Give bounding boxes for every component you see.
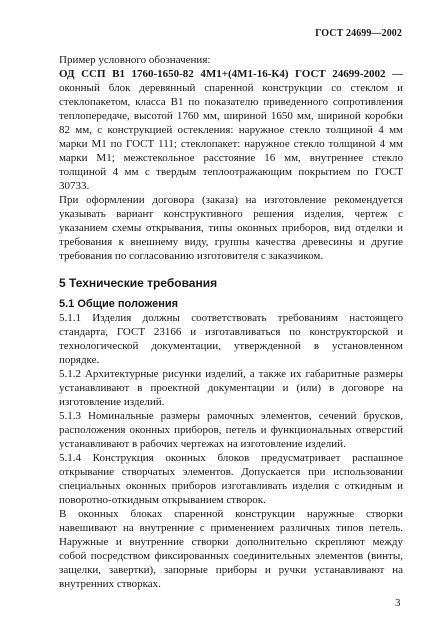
clause-5-1-2: 5.1.2 Архитектурные рисунки изделий, а также их габаритные размеры устанавливают в проектной документации и (или) в договоре на изготовление изделий. (59, 368, 403, 408)
page-content (59, 53, 403, 591)
example-block (59, 67, 403, 193)
clause-5-1-4-continued: В оконных блоках спаренной конструкции наружные створки навешивают на внутренние с применением различных типов петель. Наружные и внутренние створки дополнительно скрепляют между собой посредством фиксированных соединительных элементов (винты, защелки, завертки), запорные приборы и ручки устанавливают на внутренних створках. (59, 508, 403, 590)
section-title: 5 Технические требования (59, 276, 218, 290)
subsection-title: 5.1 Общие положения (59, 298, 179, 310)
clause-5-1-4: 5.1.4 Конструкция оконных блоков предусматривает распашное открывание створчатых элементов. Допускается при использовании специальных оконных приборов изготавливать изделия с откидным и поворотно-откидным открыванием створок. (59, 452, 403, 506)
order-paragraph: При оформлении договора (заказа) на изготовление рекомендуется указывать вариант конструктивного решения изделия, чертеж с указанием схемы открывания, типы оконных приборов, вид отделки и требования к внешнему виду, группы качества древесины и другие требования по согласованию изготовителя с заказчиком. (59, 194, 403, 262)
example-description: оконный блок деревянный спаренной конструкции со стеклом и стеклопакетом, класса В1 по показателю приведенного сопротивления теплопередаче, высотой 1760 мм, шириной 1650 мм, шириной коробки 82 мм, с конструкцией остекления: наружное стекло толщиной 4 мм марки М1 по ГОСТ 111; стеклопакет: наружное стекло толщиной 4 мм марки М1; межстекольное расстояние 16 мм, внутреннее стекло толщиной 4 мм с твердым теплоотражающим покрытием по ГОСТ 30733. (59, 82, 403, 192)
example-label: Пример условного обозначения: (59, 54, 211, 66)
clause-5-1-1: 5.1.1 Изделия должны соответствовать требованиям настоящего стандарта, ГОСТ 23166 и изготавливаться по конструкторской и технологической документации, утвержденной в установленном порядке. (59, 312, 403, 366)
page-number: 3 (395, 597, 401, 609)
standard-header: ГОСТ 24699—2002 (315, 28, 402, 39)
example-designation: ОД ССП В1 1760-1650-82 4М1+(4М1-16-К4) ГОСТ 24699-2002 — (59, 68, 403, 80)
clause-5-1-3: 5.1.3 Номинальные размеры рамочных элементов, сечений брусков, расположения оконных приборов, петель и функциональных отверстий устанавливают в рабочих чертежах на изготовление изделий. (59, 410, 403, 450)
